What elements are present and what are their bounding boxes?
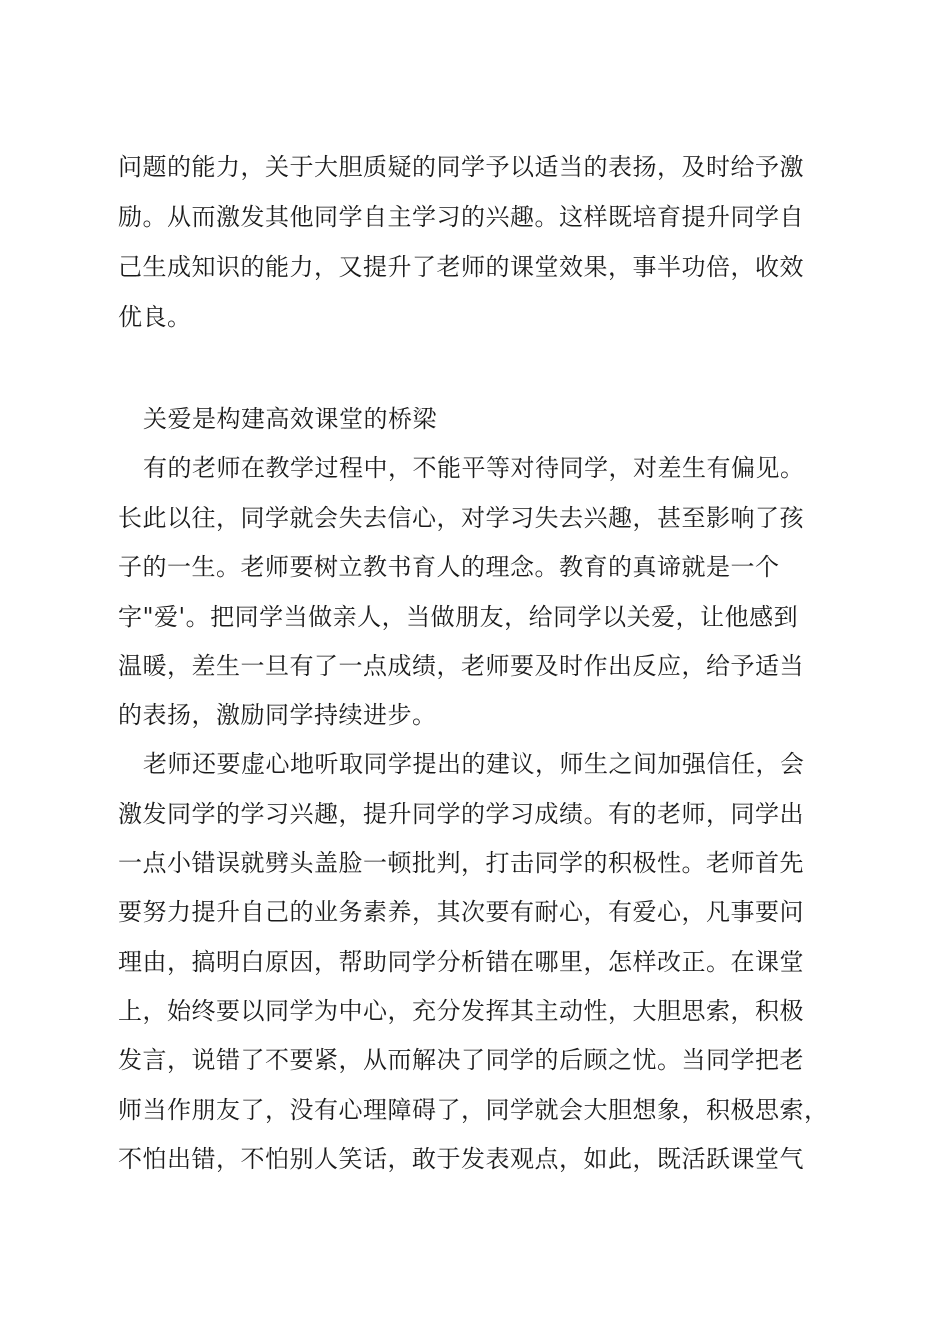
paragraph-2-line-3: 子的一生。老师要树立教书育人的理念。教育的真谛就是一个: [118, 553, 780, 581]
section-heading: 关爱是构建高效课堂的桥梁: [143, 405, 437, 433]
paragraph-3-line-4: 要努力提升自己的业务素养，其次要有耐心，有爱心，凡事要问: [118, 898, 804, 926]
paragraph-2-line-4: 字"爱'。把同学当做亲人，当做朋友，给同学以关爱，让他感到: [118, 603, 799, 631]
paragraph-1-line-2: 励。从而激发其他同学自主学习的兴趣。这样既培育提升同学自: [118, 203, 804, 231]
paragraph-2-line-6: 的表扬，激励同学持续进步。: [118, 701, 437, 729]
paragraph-3-line-3: 一点小错误就劈头盖脸一顿批判，打击同学的积极性。老师首先: [118, 849, 804, 877]
paragraph-3-line-9: 不怕出错，不怕别人笑话，敢于发表观点，如此，既活跃课堂气: [118, 1145, 804, 1173]
paragraph-1-line-4: 优良。: [118, 303, 192, 331]
paragraph-1-line-1: 问题的能力，关于大胆质疑的同学予以适当的表扬，及时给予激: [118, 153, 804, 181]
paragraph-2-line-5: 温暖，差生一旦有了一点成绩，老师要及时作出反应，给予适当: [118, 652, 804, 680]
paragraph-3-line-6: 上，始终要以同学为中心，充分发挥其主动性，大胆思索，积极: [118, 997, 804, 1025]
paragraph-2-line-2: 长此以往，同学就会失去信心，对学习失去兴趣，甚至影响了孩: [118, 504, 804, 532]
paragraph-1-line-3: 己生成知识的能力，又提升了老师的课堂效果，事半功倍，收效: [118, 253, 804, 281]
paragraph-3-line-2: 激发同学的学习兴趣，提升同学的学习成绩。有的老师，同学出: [118, 800, 804, 828]
paragraph-3-line-7: 发言，说错了不要紧，从而解决了同学的后顾之忧。当同学把老: [118, 1046, 804, 1074]
paragraph-3-line-8: 师当作朋友了，没有心理障碍了，同学就会大胆想象，积极思索，: [118, 1096, 829, 1124]
paragraph-2-line-1: 有的老师在教学过程中，不能平等对待同学，对差生有偏见。: [143, 454, 805, 482]
paragraph-3-line-5: 理由，搞明白原因，帮助同学分析错在哪里，怎样改正。在课堂: [118, 948, 804, 976]
paragraph-3-line-1: 老师还要虚心地听取同学提出的建议，师生之间加强信任，会: [143, 750, 805, 778]
